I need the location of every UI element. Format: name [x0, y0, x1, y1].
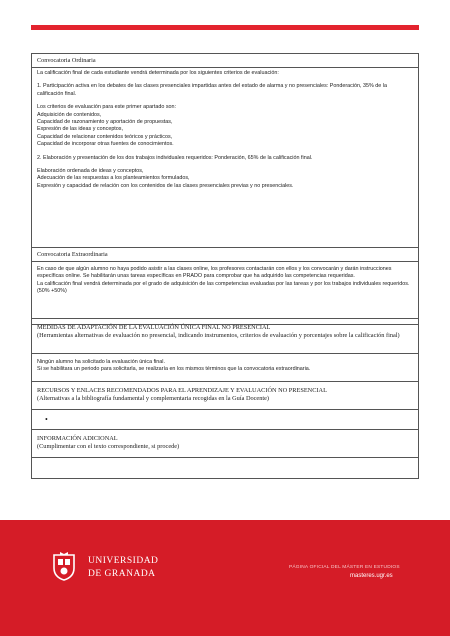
medidas-line-1: Ningún alumno ha solicitado la evaluación única final.	[37, 359, 165, 365]
info-subtitle: (Cumplimentar con el texto correspondiente, si procede)	[37, 442, 180, 450]
recursos-list	[32, 410, 418, 430]
criteria-item: Capacidad de relacionar contenidos teóricos y prácticos,	[37, 133, 173, 140]
list-bullet: •	[45, 415, 48, 424]
info-body	[32, 458, 418, 478]
medidas-heading-cell	[32, 319, 418, 354]
university-name-line1: UNIVERSIDAD	[88, 556, 159, 566]
criteria-intro: Los criterios de evaluación para este primer apartado son:	[37, 104, 177, 111]
criterion-2-text: 2. Elaboración y presentación de los dos trabajos individuales requeridos: Ponderación, 65% de la calificación final.	[37, 154, 313, 161]
ordinaria-intro: La calificación final de cada estudiante vendrá determinada por los siguientes criterios de evaluación:	[37, 70, 279, 76]
adaptation-table	[31, 318, 419, 479]
extraordinaria-heading: Convocatoria Extraordinaria	[32, 248, 418, 262]
extraordinaria-text-2: La calificación final vendrá determinada por el grado de adquisición de las competencias evaluadas por las tareas y por los trabajos individuales requeridos. (50% +50%)	[37, 280, 410, 295]
criteria-item: Capacidad de razonamiento y aportación de propuestas,	[37, 119, 173, 126]
info-heading-cell	[32, 430, 418, 458]
criteria2-item: Elaboración ordenada de ideas y conceptos,	[37, 168, 144, 175]
ordinaria-body	[32, 68, 418, 248]
recursos-subtitle: (Alternativas a la bibliografía fundamental y complementaria recogidas en la Guía Docente)	[37, 394, 270, 402]
extraordinaria-body	[32, 262, 418, 324]
footer-website-link[interactable]: masteres.ugr.es	[350, 573, 393, 579]
criteria-item: Adquisición de contenidos,	[37, 111, 102, 118]
criteria-item: Expresión de las ideas y conceptos,	[37, 126, 124, 133]
university-crest-icon	[51, 551, 77, 581]
info-title: INFORMACIÓN ADICIONAL	[37, 435, 118, 442]
university-name-line2: DE GRANADA	[88, 569, 156, 579]
extraordinaria-text-1: En caso de que algún alumno no haya podido asistir a las clases online, los profesores contactarán con ellos y los convocarán y darán instrucciones específicas online. Se habilitarán unas tareas específicas en PRADO para comprobar que ha adquirido las competencias requeridas.	[37, 266, 392, 280]
evaluation-table	[31, 53, 419, 325]
ordinaria-heading: Convocatoria Ordinaria	[32, 54, 418, 68]
recursos-heading-cell	[32, 382, 418, 410]
criterion-1-text: 1. Participación activa en los debates de las clases presenciales impartidas antes del estado de alarma y no presenciales: Ponderación, 35% de la calificación final.	[37, 83, 387, 97]
medidas-subtitle: (Herramientas alternativas de evaluación no presencial, indicando instrumentos, criterios de evaluación y porcentajes sobre la calificación final)	[37, 331, 400, 339]
recursos-title: RECURSOS Y ENLACES RECOMENDADOS PARA EL APRENDIZAJE Y EVALUACIÓN NO PRESENCIAL	[37, 387, 327, 394]
criteria2-item: Expresión y capacidad de relación con los contenidos de las clases presenciales previas y no presenciales.	[37, 182, 294, 189]
top-accent-bar	[31, 25, 419, 30]
footer-program-text: PÁGINA OFICIAL DEL MÁSTER EN ESTUDIOS	[289, 565, 400, 570]
medidas-title: MEDIDAS DE ADAPTACIÓN DE LA EVALUACIÓN ÚNICA FINAL NO PRESENCIAL	[37, 324, 271, 331]
medidas-line-2: Si se habilitara un periodo para solicitarla, se realizaría en los mismos términos que la convocatoria extraordinaria.	[37, 366, 311, 373]
medidas-body	[32, 354, 418, 382]
criteria-item: Capacidad de incorporar otras fuentes de conocimientos.	[37, 141, 174, 148]
criteria2-item: Adecuación de las respuestas a los planteamientos formulados,	[37, 175, 190, 182]
